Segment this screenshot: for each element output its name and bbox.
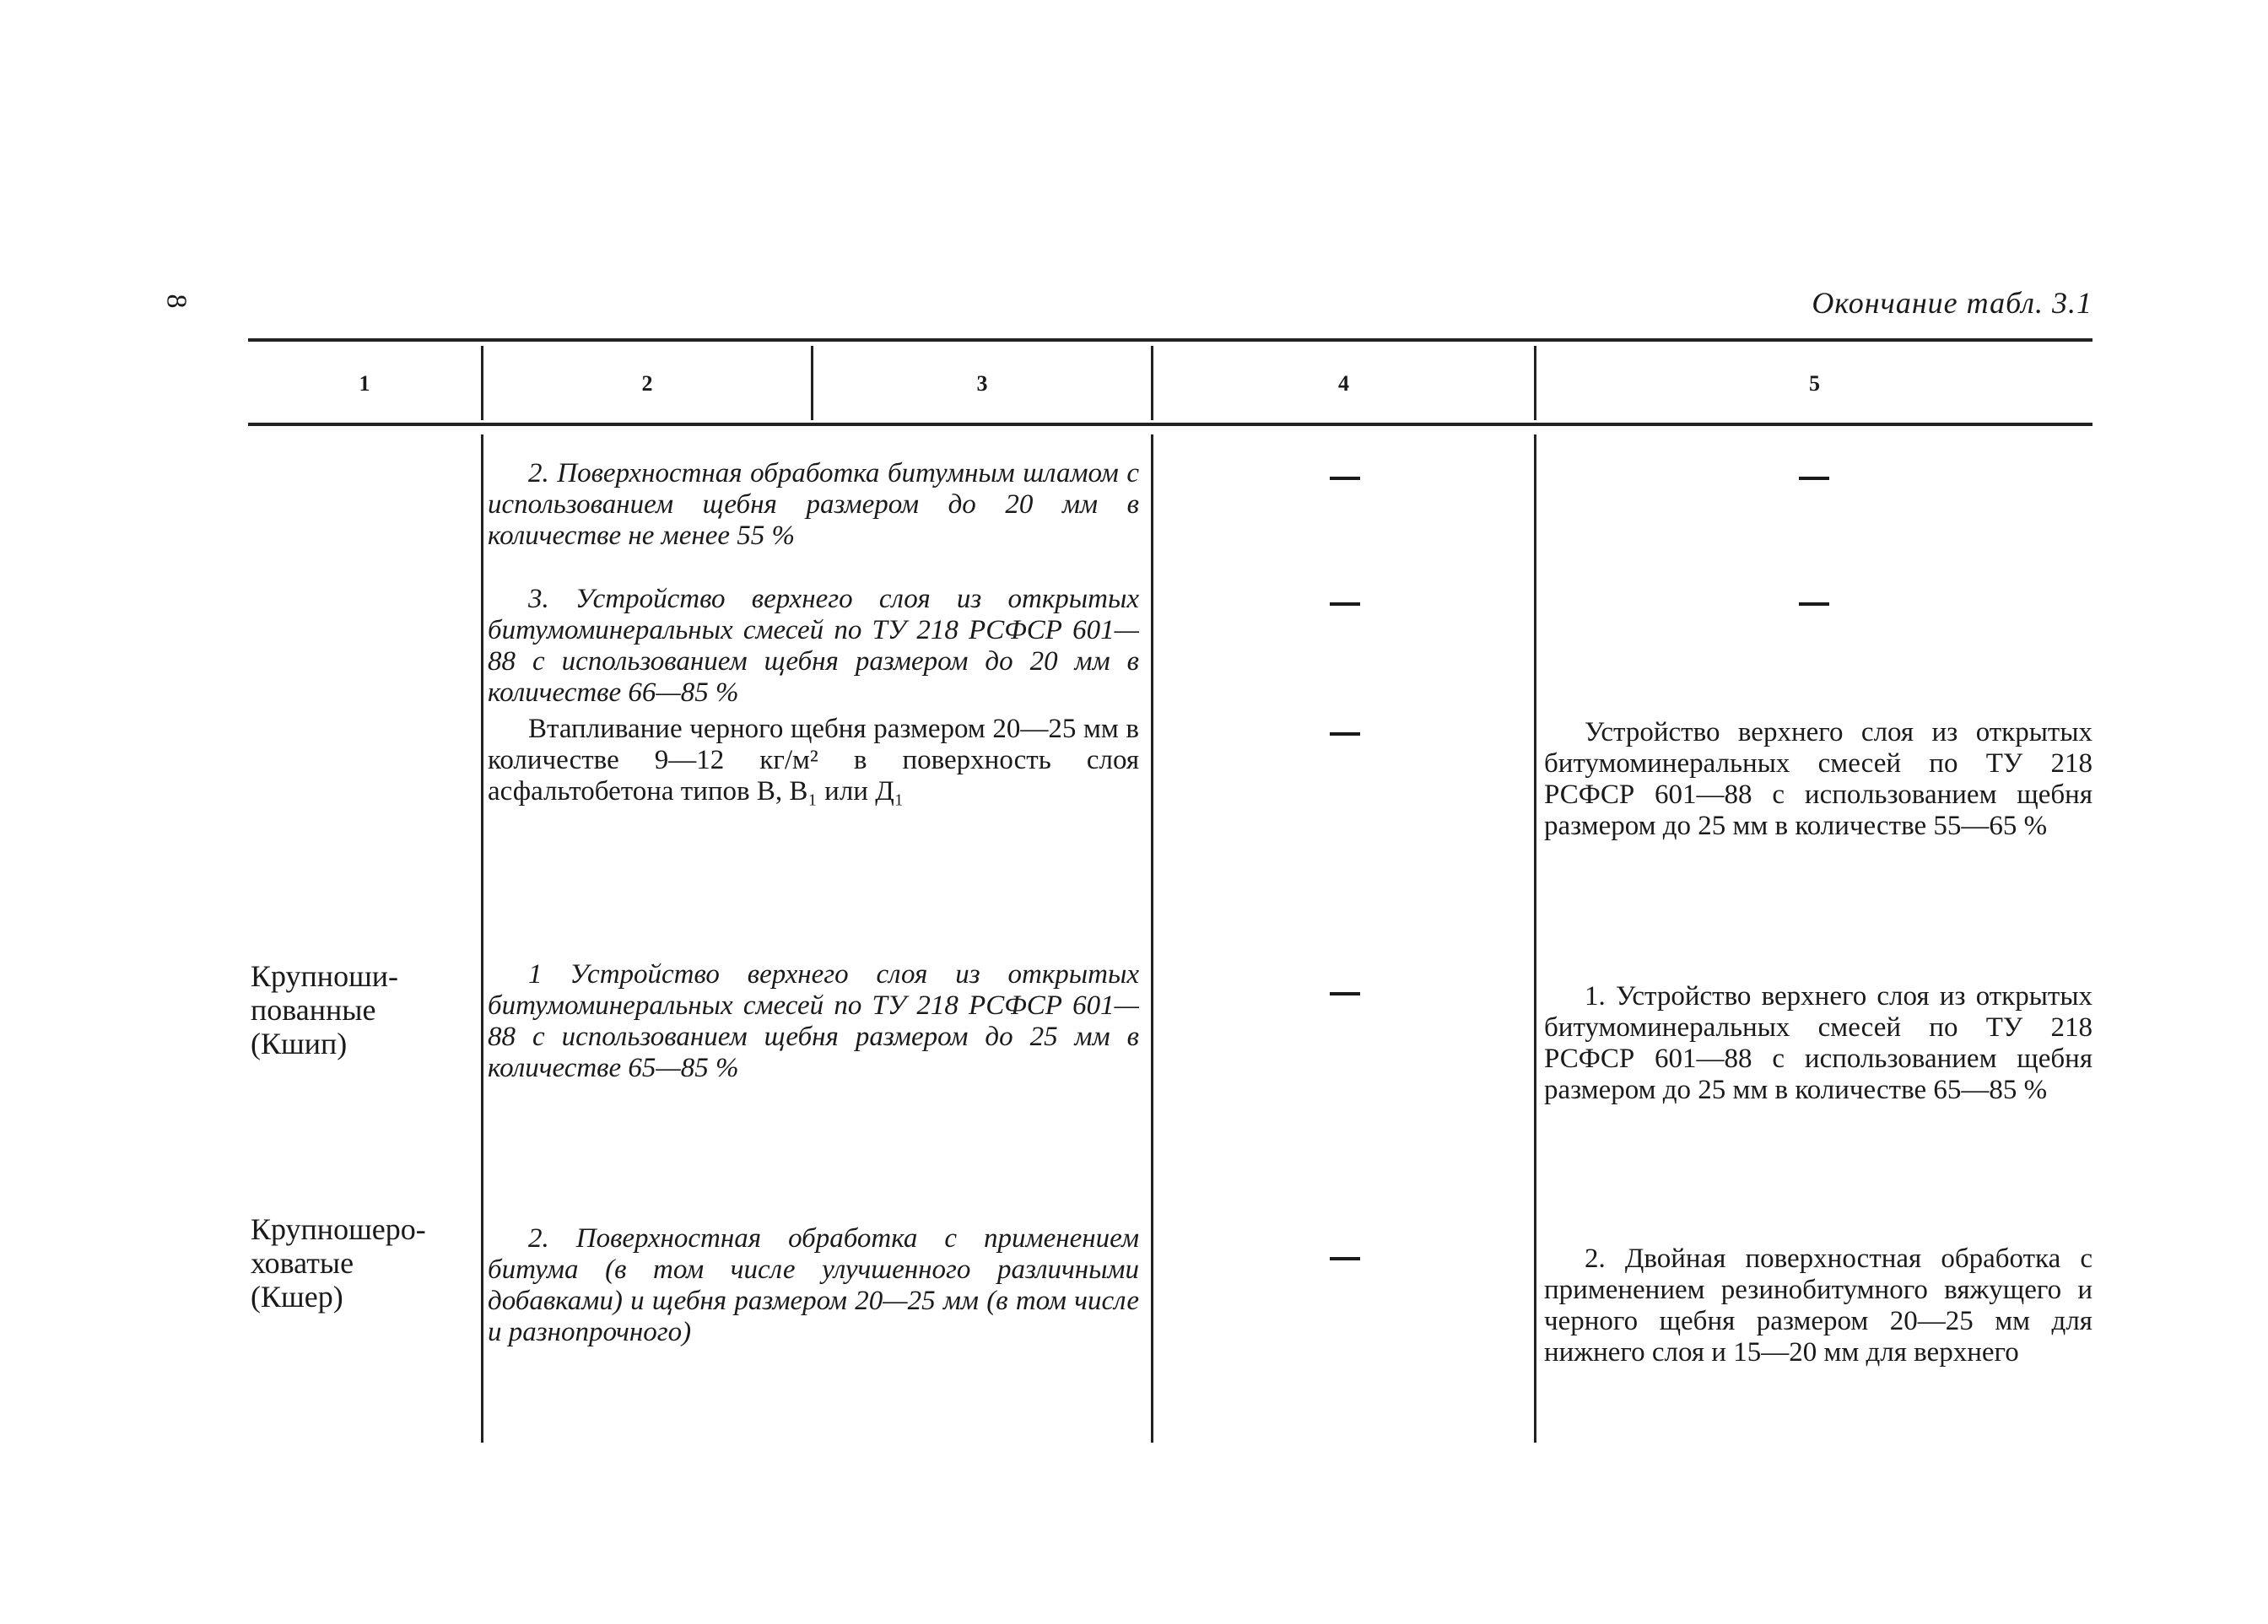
header-col-5: 5 (1809, 371, 1820, 396)
header-col-2: 2 (641, 371, 653, 396)
col4-dash-b (1330, 602, 1360, 606)
cell-col23-item-e: 2. Поверхностная обработка с применением битума (в том числе улучшенного различными добавками) и щебня размером 20—25 мм (в том числе и разнопрочного) (488, 1223, 1139, 1347)
body-divider-3 (1151, 434, 1153, 1443)
row-label-ksher: Крупношеро- ховатые (Кшер) (251, 1212, 426, 1314)
col4-dash-c (1330, 732, 1360, 736)
body-divider-1 (481, 434, 483, 1443)
page-number: 8 (160, 294, 192, 309)
header-col-3: 3 (976, 371, 988, 396)
cell-col5-item-d: 1. Устройство верхнего слоя из открытых битумоминеральных смесей по ТУ 218 РСФСР 601—88 с использованием щебня размером до 25 мм в количестве 65—85 % (1544, 981, 2092, 1105)
cell-col23-item-a: 2. Поверхностная обработка битумным шламом с использованием щебня размером до 20 мм в количестве не менее 55 % (488, 458, 1139, 551)
col5-dash-a (1799, 477, 1829, 480)
table-top-rule (248, 338, 2092, 342)
col4-dash-d (1330, 992, 1360, 995)
cell-col23-item-b: 3. Устройство верхнего слоя из открытых битумоминеральных смесей по ТУ 218 РСФСР 601—88 с использованием щебня размером до 20 мм в количестве 66—85 % (488, 584, 1139, 708)
cell-col5-item-e: 2. Двойная поверхностная обработка с применением резинобитумного вяжущего и черного щебня размером 20—25 мм для нижнего слоя и 15—20 мм для верхнего (1544, 1244, 2092, 1368)
header-col-1: 1 (359, 371, 370, 396)
row-label-kship: Крупноши- пованные (Кшип) (251, 959, 399, 1060)
cell-col23-item-d: 1 Устройство верхнего слоя из открытых битумоминеральных смесей по ТУ 218 РСФСР 601—88 с использованием щебня размером до 25 мм в количестве 65—85 % (488, 959, 1139, 1083)
header-col-4: 4 (1338, 371, 1349, 396)
table-caption: Окончание табл. 3.1 (1812, 286, 2092, 320)
col4-dash-e (1330, 1257, 1360, 1260)
cell-col5-item-c: Устройство верхнего слоя из открытых битумоминеральных смесей по ТУ 218 РСФСР 601—88 с использованием щебня размером до 25 мм в количестве 55—65 % (1544, 717, 2092, 841)
body-divider-4 (1534, 434, 1536, 1443)
col5-dash-b (1799, 602, 1829, 606)
cell-col23-item-c: Втапливание черного щебня размером 20—25 мм в количестве 9—12 кг/м² в поверхность слоя асфальтобетона типов В, В₁ или Д₁ (488, 714, 1139, 807)
col4-dash-a (1330, 477, 1360, 480)
table-header-rule (248, 423, 2092, 426)
